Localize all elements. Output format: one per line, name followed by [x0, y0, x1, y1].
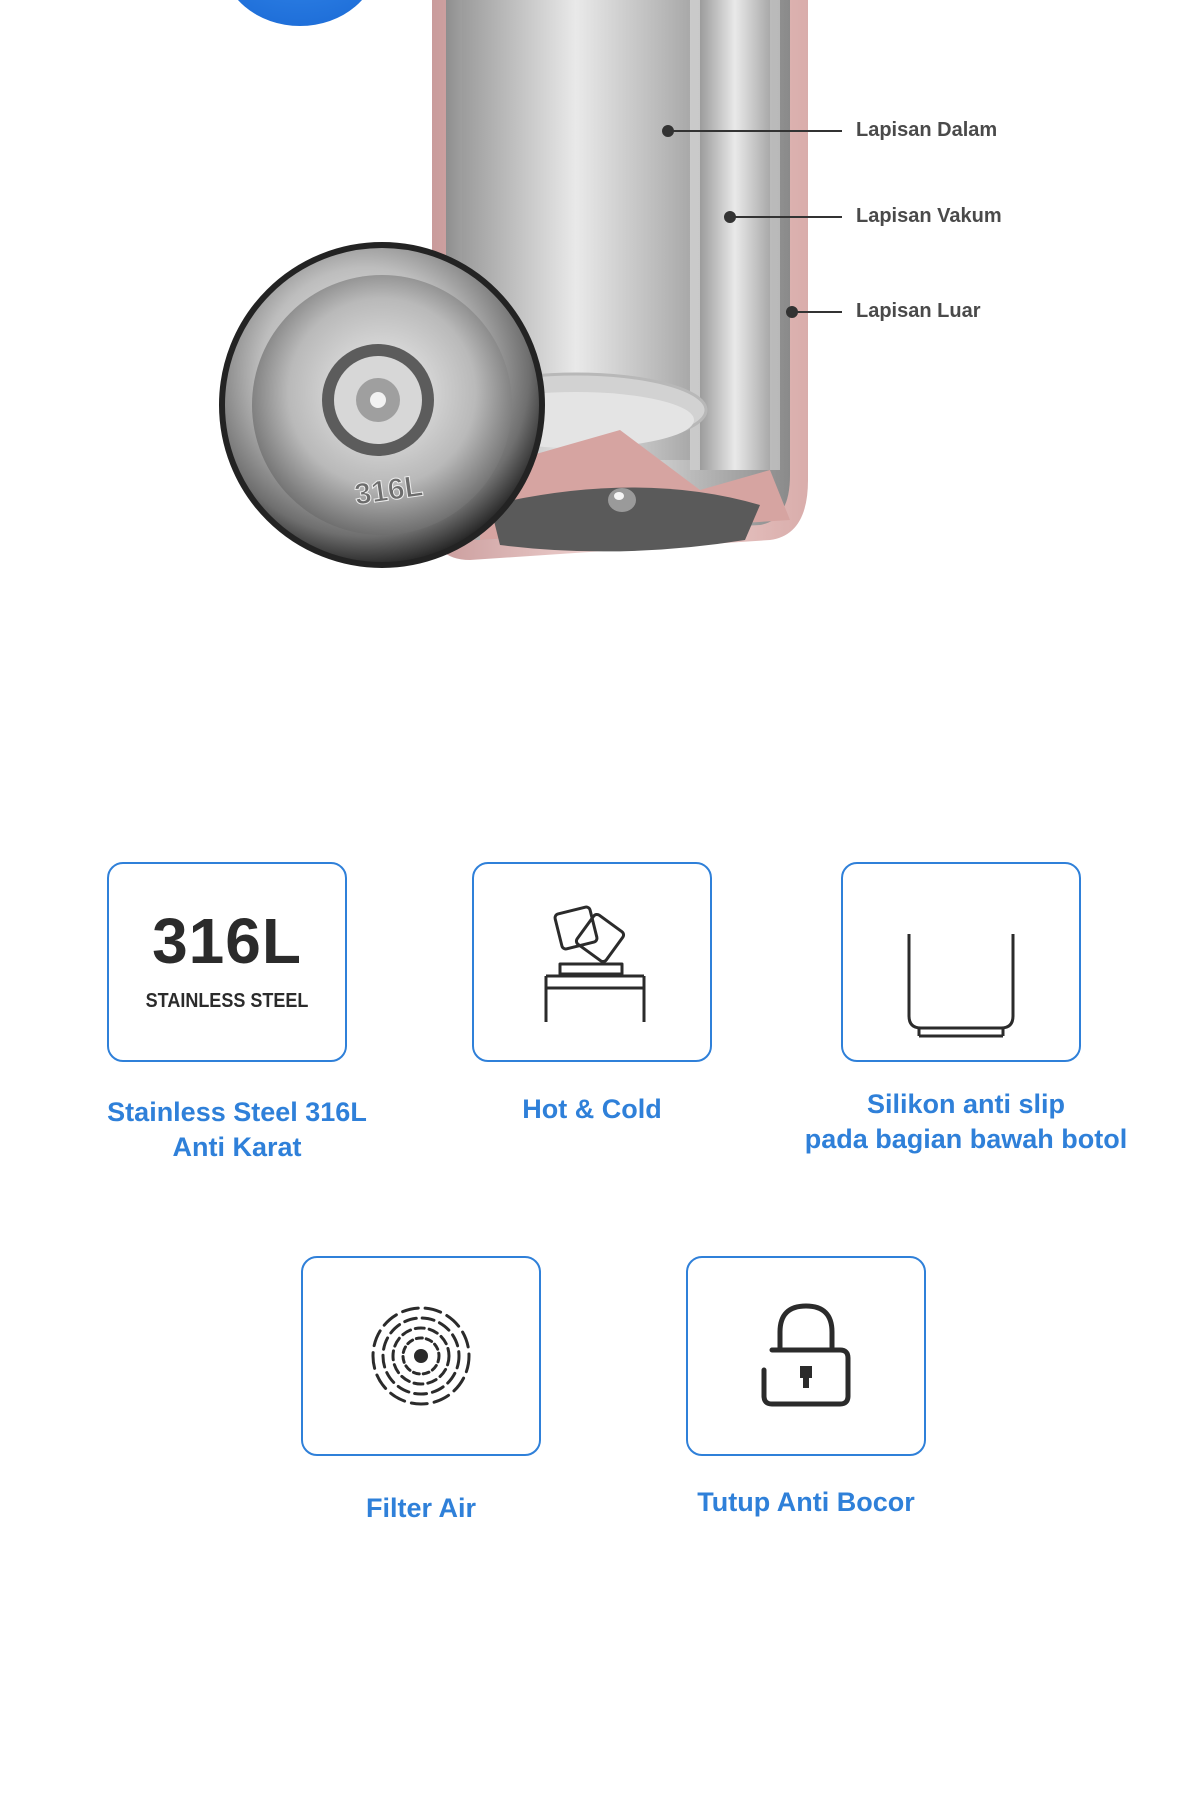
silicone-base-icon — [843, 864, 1079, 1060]
cap-engraving: 316L — [352, 469, 425, 512]
label-outer-layer: Lapisan Luar — [856, 300, 981, 322]
label-vacuum-layer: Lapisan Vakum — [856, 205, 1002, 227]
feature-caption-silicone: Silikon anti slip pada bagian bawah botol — [804, 1089, 1128, 1154]
steel-grade-subtitle: STAINLESS STEEL — [145, 990, 309, 1012]
bottle-cutaway-diagram — [0, 0, 1200, 660]
bottle-cutaway-illustration — [0, 0, 1200, 660]
feature-card-filter — [301, 1256, 541, 1456]
feature-caption-stainless: Stainless Steel 316L Anti Karat — [107, 1097, 367, 1162]
water-filter-icon — [303, 1258, 539, 1454]
feature-card-stainless — [107, 862, 347, 1062]
feature-card-leakproof-lid — [686, 1256, 926, 1456]
label-inner-layer: Lapisan Dalam — [856, 119, 998, 141]
blue-badge-shape — [222, 0, 378, 26]
padlock-icon — [688, 1258, 924, 1454]
feature-card-hot-cold — [472, 862, 712, 1062]
ice-cubes-icon — [474, 864, 710, 1060]
feature-caption-hot-cold: Hot & Cold — [522, 1094, 662, 1124]
feature-card-silicone — [841, 862, 1081, 1062]
feature-caption-filter: Filter Air — [365, 1493, 477, 1523]
feature-caption-leakproof-lid: Tutup Anti Bocor — [697, 1487, 915, 1517]
steel-grade-number: 316L — [152, 905, 302, 977]
